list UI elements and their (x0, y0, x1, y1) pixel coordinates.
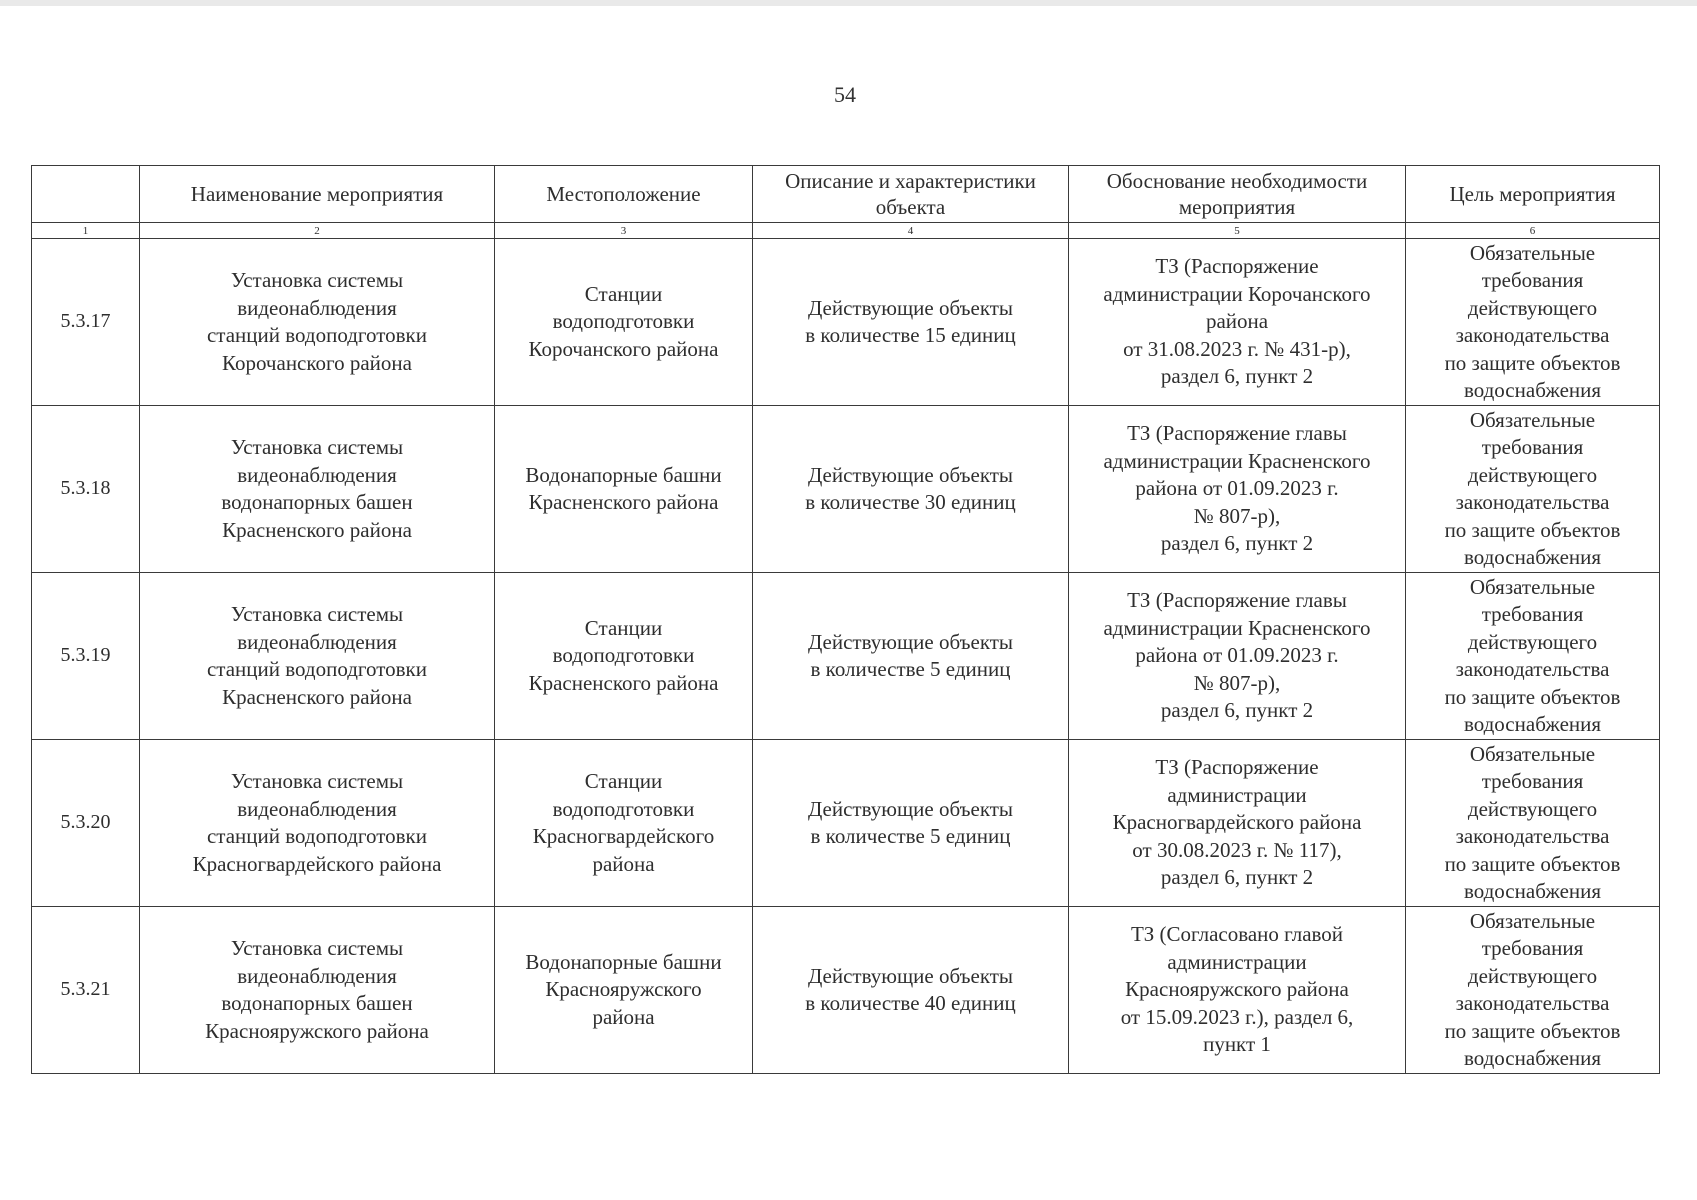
measure-basis: ТЗ (Распоряжение главы администрации Красненского района от 01.09.2023 г. № 807-р), раздел 6, пункт 2 (1069, 573, 1406, 740)
header-basis: Обоснование необходимости мероприятия (1069, 166, 1406, 223)
measure-location: Станции водоподготовки Корочанского района (495, 239, 753, 406)
table-header-row (32, 166, 1660, 223)
measure-name: Установка системы видеонаблюдения станций водоподготовки Красненского района (140, 573, 495, 740)
row-number: 5.3.17 (32, 239, 140, 406)
measure-location: Водонапорные башни Краснояружского района (495, 907, 753, 1074)
table-row (32, 406, 1660, 573)
column-number: 3 (495, 223, 753, 239)
column-number: 1 (32, 223, 140, 239)
measure-name: Установка системы видеонаблюдения водонапорных башен Краснояружского района (140, 907, 495, 1074)
page-number: 54 (834, 82, 856, 107)
table-row (32, 239, 1660, 406)
measure-goal: Обязательные требования действующего законодательства по защите объектов водоснабжения (1406, 740, 1660, 907)
measure-location: Водонапорные башни Красненского района (495, 406, 753, 573)
scan-top-edge (0, 0, 1697, 6)
object-description: Действующие объекты в количестве 5 единиц (753, 740, 1069, 907)
measure-basis: ТЗ (Распоряжение администрации Корочанского района от 31.08.2023 г. № 431-р), раздел 6, пункт 2 (1069, 239, 1406, 406)
measure-location: Станции водоподготовки Красненского района (495, 573, 753, 740)
row-number: 5.3.19 (32, 573, 140, 740)
header-number (32, 166, 140, 223)
measure-goal: Обязательные требования действующего законодательства по защите объектов водоснабжения (1406, 907, 1660, 1074)
measure-basis: ТЗ (Распоряжение администрации Красногвардейского района от 30.08.2023 г. № 117), раздел 6, пункт 2 (1069, 740, 1406, 907)
measure-basis: ТЗ (Согласовано главой администрации Краснояружского района от 15.09.2023 г.), раздел 6, пункт 1 (1069, 907, 1406, 1074)
column-number: 2 (140, 223, 495, 239)
measure-name: Установка системы видеонаблюдения станций водоподготовки Корочанского района (140, 239, 495, 406)
column-number: 6 (1406, 223, 1660, 239)
header-name: Наименование мероприятия (140, 166, 495, 223)
measure-name: Установка системы видеонаблюдения водонапорных башен Красненского района (140, 406, 495, 573)
measure-basis: ТЗ (Распоряжение главы администрации Красненского района от 01.09.2023 г. № 807-р), раздел 6, пункт 2 (1069, 406, 1406, 573)
object-description: Действующие объекты в количестве 30 единиц (753, 406, 1069, 573)
object-description: Действующие объекты в количестве 40 единиц (753, 907, 1069, 1074)
object-description: Действующие объекты в количестве 15 единиц (753, 239, 1069, 406)
table-row (32, 573, 1660, 740)
column-number: 4 (753, 223, 1069, 239)
measure-goal: Обязательные требования действующего законодательства по защите объектов водоснабжения (1406, 239, 1660, 406)
measure-goal: Обязательные требования действующего законодательства по защите объектов водоснабжения (1406, 406, 1660, 573)
measure-goal: Обязательные требования действующего законодательства по защите объектов водоснабжения (1406, 573, 1660, 740)
table-row (32, 907, 1660, 1074)
header-location: Местоположение (495, 166, 753, 223)
row-number: 5.3.21 (32, 907, 140, 1074)
measures-table (31, 165, 1660, 1074)
header-goal: Цель мероприятия (1406, 166, 1660, 223)
table-row (32, 740, 1660, 907)
measure-name: Установка системы видеонаблюдения станций водоподготовки Красногвардейского района (140, 740, 495, 907)
header-description: Описание и характеристики объекта (753, 166, 1069, 223)
measure-location: Станции водоподготовки Красногвардейского района (495, 740, 753, 907)
row-number: 5.3.18 (32, 406, 140, 573)
column-number-row (32, 223, 1660, 239)
row-number: 5.3.20 (32, 740, 140, 907)
object-description: Действующие объекты в количестве 5 единиц (753, 573, 1069, 740)
column-number: 5 (1069, 223, 1406, 239)
